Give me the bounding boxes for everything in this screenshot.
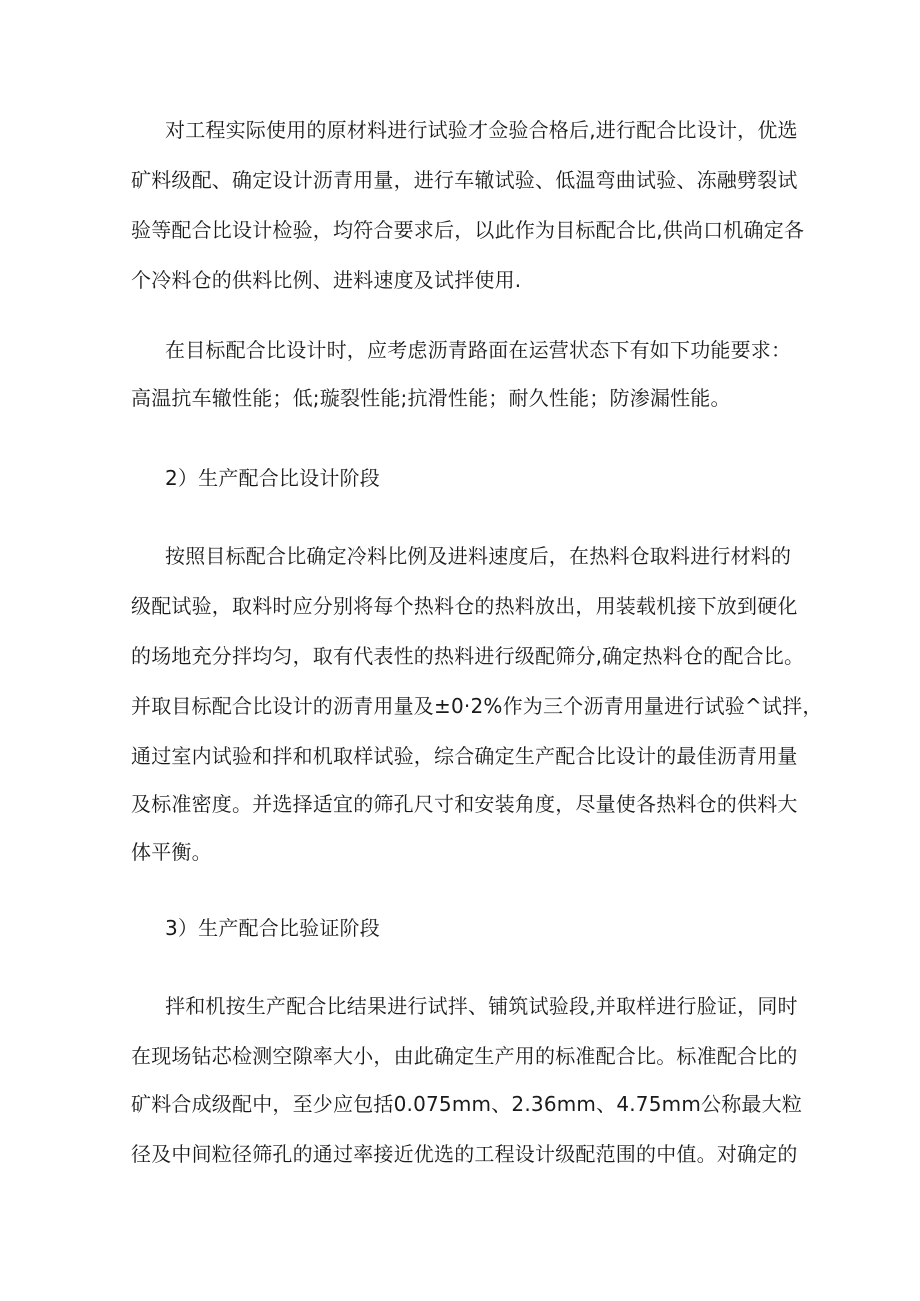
paragraph-3-line-5: 通过室内试验和拌和机取样试验，综合确定生产配合比设计的最佳沥青用量	[131, 744, 798, 768]
paragraph-3-line-6: 及标准密度。并选择适宜的筛孔尺寸和安装角度，尽量使各热料仓的供料大	[131, 792, 798, 816]
paragraph-3-line-4: 并取目标配合比设计的沥青用量及±0·2%作为三个沥青用量进行试验^试拌，	[131, 694, 823, 718]
paragraph-2-line-2: 高温抗车辙性能；低;璇裂性能;抗滑性能；耐久性能；防渗漏性能。	[131, 386, 731, 410]
paragraph-1-line-3: 验等配合比设计检验，均符合要求后，以此作为目标配合比,供尚口机确定各	[131, 218, 805, 242]
paragraph-3-line-1: 按照目标配合比确定冷料比例及进料速度后，在热料仓取料进行材料的	[165, 544, 792, 568]
paragraph-4-line-4: 径及中间粒径筛孔的通过率接近优选的工程设计级配范围的中值。对确定的	[131, 1142, 798, 1166]
paragraph-2-line-1: 在目标配合比设计时，应考虑沥青路面在运营状态下有如下功能要求：	[165, 338, 792, 362]
section-heading-2: 2）生产配合比设计阶段	[165, 466, 380, 490]
paragraph-4-line-1: 拌和机按生产配合比结果进行试拌、铺筑试验段,并取样进行脸证，同时	[165, 994, 798, 1018]
paragraph-4-line-2: 在现场钻芯检测空隙率大小，由此确定生产用的标准配合比。标准配合比的	[131, 1044, 798, 1068]
paragraph-3-line-7: 体平衡。	[131, 840, 212, 864]
paragraph-3-line-2: 级配试验，取料时应分别将每个热料仓的热料放出，用装载机接下放到硬化	[131, 594, 798, 618]
paragraph-1-line-2: 矿料级配、确定设计沥青用量，进行车辙试验、低温弯曲试验、冻融劈裂试	[131, 168, 798, 192]
paragraph-4-line-3: 矿料合成级配中，至少应包括0.075mm、2.36mm、4.75mm公称最大粒	[131, 1092, 803, 1116]
paragraph-1-line-1: 对工程实际使用的原材料进行试验才佥验合格后,进行配合比设计，优选	[165, 118, 798, 142]
paragraph-1-line-4: 个冷料仓的供料比例、进料速度及试拌使用.	[131, 268, 522, 292]
paragraph-3-line-3: 的场地充分拌均匀，取有代表性的热料进行级配筛分,确定热料仓的配合比。	[131, 644, 805, 668]
section-heading-3: 3）生产配合比验证阶段	[165, 916, 380, 940]
